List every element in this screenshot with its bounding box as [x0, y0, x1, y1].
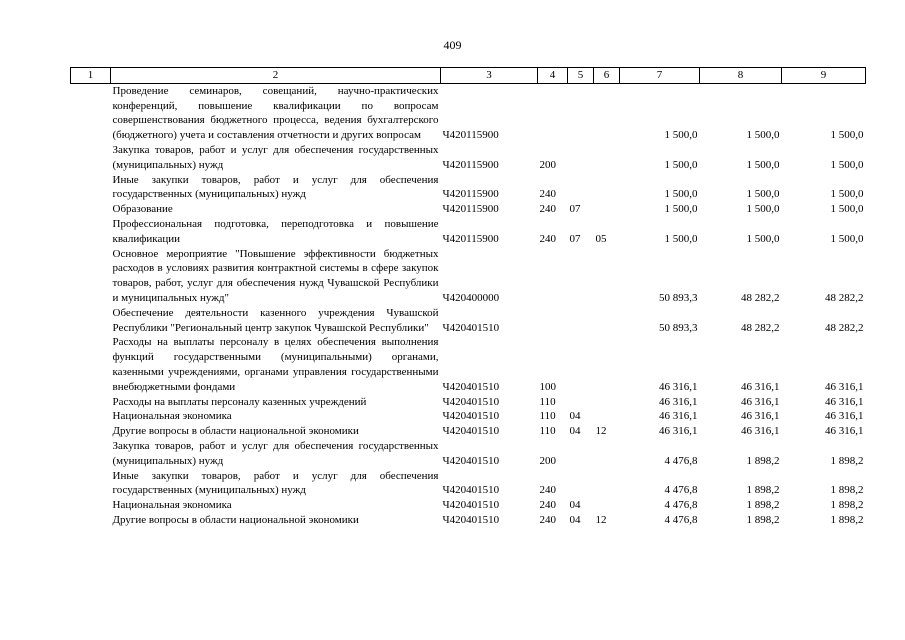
amount-col-8: 1 898,2	[746, 454, 780, 467]
expense-type-code: 240	[539, 188, 556, 201]
empty-cell	[71, 439, 111, 469]
section-code	[568, 335, 594, 394]
column-header-7: 7	[620, 68, 700, 84]
table-header	[71, 68, 866, 84]
empty-cell	[71, 83, 111, 143]
target-article-code: Ч420115900	[442, 188, 499, 201]
target-article-code: Ч420115900	[442, 158, 499, 171]
amount-col-7: 4 476,8	[664, 484, 698, 497]
expenditure-name: Образование	[112, 203, 173, 216]
amount-col-9: 1 898,2	[830, 454, 864, 467]
amount-col-9: 48 282,2	[825, 321, 864, 334]
table-row	[71, 424, 866, 439]
empty-cell	[71, 247, 111, 306]
amount-col-8: 46 316,1	[741, 410, 780, 423]
amount-col-7: 50 893,3	[659, 291, 698, 304]
subsection-code	[594, 247, 620, 306]
expenditure-name: Другие вопросы в области национальной экономики	[112, 425, 359, 438]
section-code	[568, 247, 594, 306]
column-header-9: 9	[782, 68, 866, 84]
subsection-code	[594, 306, 620, 336]
expenditure-name: Национальная экономика	[112, 410, 232, 423]
column-header-8: 8	[700, 68, 782, 84]
page-number: 409	[443, 38, 462, 52]
expenditure-name: Закупка товаров, работ и услуг для обеспечения государственных (муниципальных) нужд	[112, 143, 439, 171]
amount-col-9: 46 316,1	[825, 380, 864, 393]
amount-col-7: 4 476,8	[664, 454, 698, 467]
column-header-1: 1	[71, 68, 111, 84]
subsection-code	[594, 498, 620, 513]
amount-col-7: 4 476,8	[664, 513, 698, 526]
amount-col-9: 1 500,0	[830, 158, 864, 171]
target-article-code: Ч420401510	[442, 454, 500, 467]
expense-type-code: 100	[539, 380, 556, 393]
budget-table	[70, 67, 866, 528]
empty-cell	[71, 513, 111, 528]
section-code: 07	[569, 203, 581, 216]
empty-cell	[71, 173, 111, 203]
target-article-code: Ч420401510	[442, 484, 500, 497]
expense-type-code: 240	[539, 513, 556, 526]
subsection-code: 05	[595, 232, 607, 245]
expenditure-name: Национальная экономика	[112, 499, 232, 512]
subsection-code	[594, 335, 620, 394]
target-article-code: Ч420401510	[442, 499, 500, 512]
empty-cell	[71, 395, 111, 410]
table-row	[71, 513, 866, 528]
amount-col-9: 1 898,2	[830, 484, 864, 497]
header-row	[71, 68, 866, 84]
target-article-code: Ч420400000	[442, 291, 500, 304]
amount-col-8: 1 500,0	[746, 203, 780, 216]
section-code	[568, 173, 594, 203]
amount-col-9: 46 316,1	[825, 425, 864, 438]
section-code	[568, 439, 594, 469]
section-code: 07	[569, 232, 581, 245]
amount-col-7: 50 893,3	[659, 321, 698, 334]
expense-type-code	[538, 306, 568, 336]
subsection-code	[594, 202, 620, 217]
amount-col-9: 1 898,2	[830, 513, 864, 526]
amount-col-8: 1 500,0	[746, 188, 780, 201]
section-code: 04	[569, 410, 581, 423]
subsection-code: 12	[595, 425, 607, 438]
table-row	[71, 143, 866, 173]
subsection-code	[594, 439, 620, 469]
amount-col-7: 1 500,0	[664, 232, 698, 245]
subsection-code	[594, 143, 620, 173]
section-code: 04	[569, 425, 581, 438]
table-row	[71, 217, 866, 247]
section-code	[568, 395, 594, 410]
target-article-code: Ч420401510	[442, 395, 500, 408]
subsection-code: 12	[595, 513, 607, 526]
amount-col-7: 1 500,0	[664, 129, 698, 142]
amount-col-7: 46 316,1	[659, 395, 698, 408]
section-code: 04	[569, 499, 581, 512]
amount-col-8: 1 898,2	[746, 499, 780, 512]
expense-type-code: 110	[539, 410, 556, 423]
amount-col-7: 46 316,1	[659, 380, 698, 393]
table-row	[71, 173, 866, 203]
section-code	[568, 469, 594, 499]
expense-type-code	[538, 247, 568, 306]
empty-cell	[71, 217, 111, 247]
amount-col-8: 48 282,2	[741, 321, 780, 334]
table-row	[71, 306, 866, 336]
expenditure-name: Расходы на выплаты персоналу казенных учреждений	[112, 395, 367, 408]
amount-col-7: 1 500,0	[664, 203, 698, 216]
expense-type-code: 110	[539, 425, 556, 438]
amount-col-9: 1 500,0	[830, 232, 864, 245]
table-row	[71, 83, 866, 143]
amount-col-9: 1 500,0	[830, 188, 864, 201]
table-row	[71, 247, 866, 306]
expense-type-code: 240	[539, 232, 556, 245]
amount-col-8: 48 282,2	[741, 291, 780, 304]
empty-cell	[71, 409, 111, 424]
subsection-code	[594, 395, 620, 410]
column-header-5: 5	[568, 68, 594, 84]
section-code	[568, 143, 594, 173]
amount-col-7: 46 316,1	[659, 425, 698, 438]
section-code	[568, 306, 594, 336]
table-body	[71, 83, 866, 527]
amount-col-9: 46 316,1	[825, 395, 864, 408]
amount-col-9: 1 500,0	[830, 129, 864, 142]
target-article-code: Ч420401510	[442, 425, 500, 438]
target-article-code: Ч420401510	[442, 410, 500, 423]
target-article-code: Ч420401510	[442, 513, 500, 526]
amount-col-8: 1 898,2	[746, 484, 780, 497]
expenditure-name: Иные закупки товаров, работ и услуг для обеспечения государственных (муниципальных) нужд	[112, 469, 439, 497]
expense-type-code: 200	[539, 454, 556, 467]
amount-col-7: 1 500,0	[664, 188, 698, 201]
expenditure-name: Иные закупки товаров, работ и услуг для обеспечения государственных (муниципальных) нужд	[112, 173, 439, 201]
amount-col-8: 46 316,1	[741, 425, 780, 438]
expense-type-code: 240	[539, 484, 556, 497]
column-header-6: 6	[594, 68, 620, 84]
amount-col-7: 4 476,8	[664, 499, 698, 512]
amount-col-8: 1 500,0	[746, 129, 780, 142]
target-article-code: Ч420115900	[442, 129, 499, 142]
table-row	[71, 335, 866, 394]
expenditure-name: Обеспечение деятельности казенного учреждения Чувашской Республики "Региональный центр закупок Чувашской Республики"	[112, 306, 439, 334]
expense-type-code	[538, 83, 568, 143]
subsection-code	[594, 469, 620, 499]
table-row	[71, 469, 866, 499]
empty-cell	[71, 498, 111, 513]
empty-cell	[71, 202, 111, 217]
target-article-code: Ч420401510	[442, 321, 500, 334]
target-article-code: Ч420115900	[442, 232, 499, 245]
table-row	[71, 395, 866, 410]
column-header-2: 2	[111, 68, 441, 84]
expenditure-name: Расходы на выплаты персоналу в целях обеспечения выполнения функций государственными (муниципальными) органами, казенными учреждениями, органами управления государственными внебюджетными фондами	[112, 336, 439, 393]
amount-col-7: 46 316,1	[659, 410, 698, 423]
expenditure-name: Профессиональная подготовка, переподготовка и повышение квалификации	[112, 217, 439, 245]
table-row	[71, 439, 866, 469]
amount-col-9: 46 316,1	[825, 410, 864, 423]
expenditure-name: Проведение семинаров, совещаний, научно-практических конференций, повышение квалификации по вопросам совершенствования бюджетного процесса, ведения бухгалтерского (бюджетного) учета и составления отчетности и других вопросам	[112, 84, 439, 142]
expense-type-code: 240	[539, 499, 556, 512]
expense-type-code: 200	[539, 158, 556, 171]
amount-col-8: 46 316,1	[741, 395, 780, 408]
column-header-4: 4	[538, 68, 568, 84]
amount-col-8: 1 500,0	[746, 232, 780, 245]
amount-col-9: 1 898,2	[830, 499, 864, 512]
subsection-code	[594, 173, 620, 203]
empty-cell	[71, 306, 111, 336]
subsection-code	[594, 409, 620, 424]
expenditure-name: Основное мероприятие "Повышение эффективности бюджетных расходов в условиях развития контрактной системы в сфере закупок товаров, работ, услуг для обеспечения нужд Чувашской Республики и муниципальных нужд"	[112, 247, 439, 304]
column-header-3: 3	[441, 68, 538, 84]
table-row	[71, 498, 866, 513]
table-row	[71, 202, 866, 217]
amount-col-7: 1 500,0	[664, 158, 698, 171]
target-article-code: Ч420115900	[442, 203, 499, 216]
empty-cell	[71, 469, 111, 499]
amount-col-9: 48 282,2	[825, 291, 864, 304]
empty-cell	[71, 424, 111, 439]
target-article-code: Ч420401510	[442, 380, 500, 393]
empty-cell	[71, 335, 111, 394]
amount-col-8: 1 898,2	[746, 513, 780, 526]
amount-col-9: 1 500,0	[830, 203, 864, 216]
empty-cell	[71, 143, 111, 173]
section-code	[568, 83, 594, 143]
expenditure-name: Закупка товаров, работ и услуг для обеспечения государственных (муниципальных) нужд	[112, 439, 439, 467]
table-row	[71, 409, 866, 424]
amount-col-8: 1 500,0	[746, 158, 780, 171]
expense-type-code: 110	[539, 395, 556, 408]
expenditure-name: Другие вопросы в области национальной экономики	[112, 513, 359, 526]
expense-type-code: 240	[539, 203, 556, 216]
subsection-code	[594, 83, 620, 143]
section-code: 04	[569, 513, 581, 526]
amount-col-8: 46 316,1	[741, 380, 780, 393]
